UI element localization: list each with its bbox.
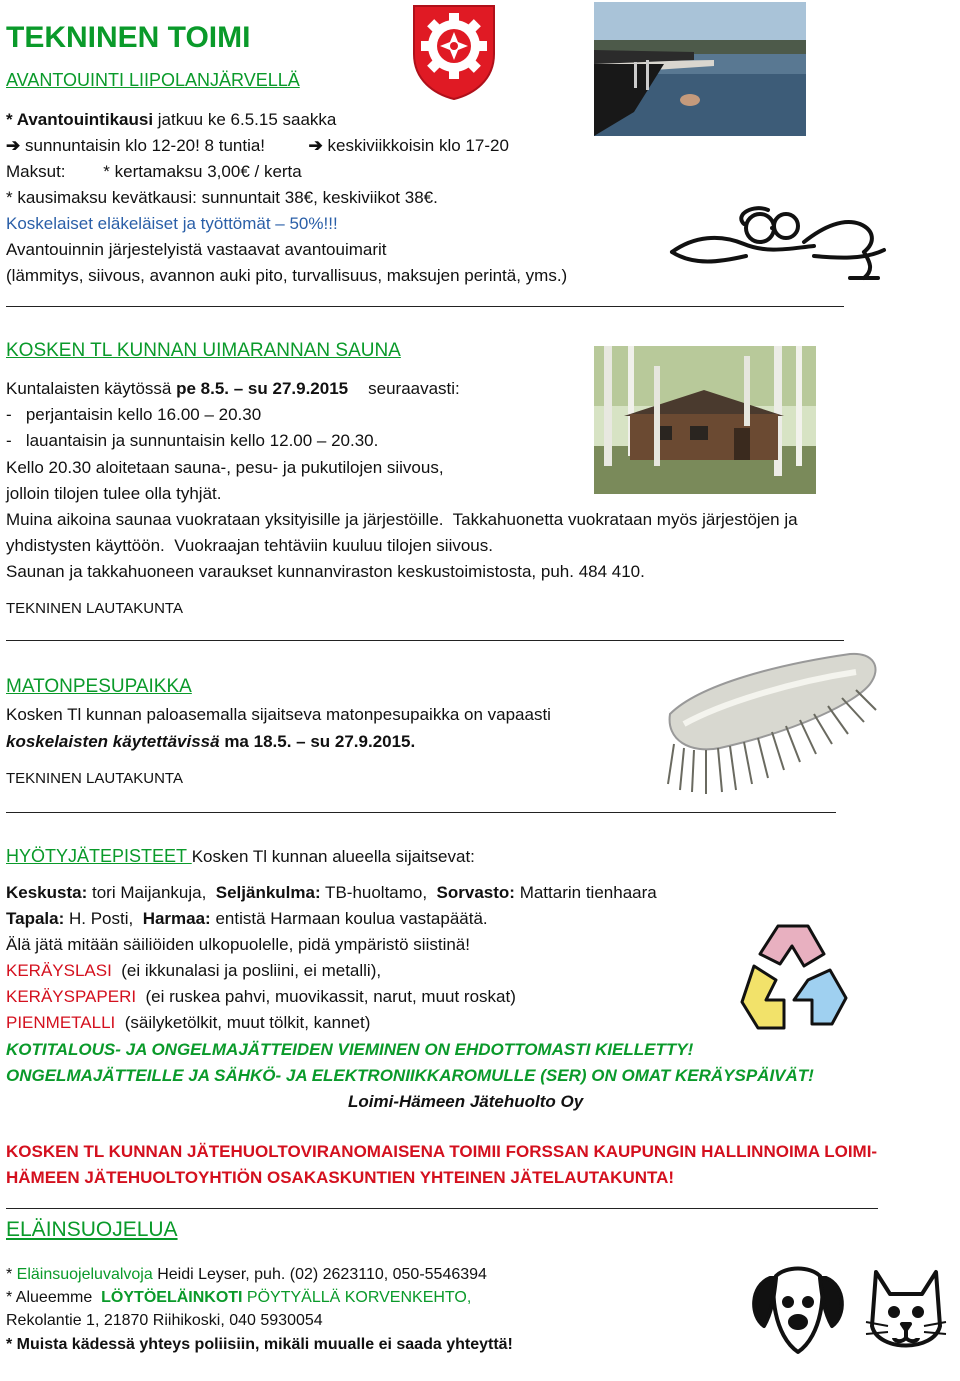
- coat-of-arms-logo: [408, 2, 500, 100]
- dog-and-cat-clipart: [746, 1256, 958, 1376]
- hyoty-row-keryslasi: KERÄYSLASI (ei ikkunalasi ja posliini, ei metalli),: [6, 961, 382, 980]
- divider: [6, 812, 836, 813]
- recycle-icon: [734, 918, 856, 1046]
- hyoty-notice-1: KOSKEN TL KUNNAN JÄTEHUOLTOVIRANOMAISENA TOIMII FORSSAN KAUPUNGIN HALLINNOIMA LOIMI-: [6, 1142, 878, 1161]
- section-heading-sauna: KOSKEN TL KUNNAN UIMARANNAN SAUNA: [6, 340, 401, 361]
- sauna-bullet-2: - lauantaisin ja sunnuntaisin kello 12.00 – 20.30.: [6, 431, 379, 450]
- sauna-line-2: Kello 20.30 aloitetaan sauna-, pesu- ja pukutilojen siivous,: [6, 458, 444, 477]
- hyoty-warning-1: KOTITALOUS- JA ONGELMAJÄTTEIDEN VIEMINEN ON EHDOTTOMASTI KIELLETTY!: [6, 1040, 694, 1059]
- sauna-bullet-1: - perjantaisin kello 16.00 – 20.30: [6, 405, 262, 424]
- avanto-line-7: (lämmitys, siivous, avannon auki pito, turvallisuus, maksujen perintä, yms.): [6, 266, 568, 285]
- lake-photo: [594, 2, 806, 136]
- arrow-right-icon: ➔: [6, 136, 21, 155]
- section-heading-matonpesupaikka: MATONPESUPAIKKA: [6, 676, 192, 697]
- divider: [6, 640, 844, 641]
- sauna-photo: [594, 346, 816, 494]
- section-subtitle-avanto: AVANTOUINTI LIIPOLANJÄRVELLÄ: [6, 70, 300, 90]
- hyoty-warning-2: ONGELMAJÄTTEILLE JA SÄHKÖ- JA ELEKTRONIIKKAROMULLE (SER) ON OMAT KERÄYSPÄIVÄT!: [6, 1066, 814, 1085]
- hyoty-row-1: Keskusta: tori Maijankuja, Seljänkulma: TB-huoltamo, Sorvasto: Mattarin tienhaara: [6, 883, 657, 902]
- avanto-line-5: Koskelaiset eläkeläiset ja työttömät – 50%!!!: [6, 214, 338, 233]
- page-title: TEKNINEN TOIMI: [6, 21, 251, 54]
- mato-line-2: koskelaisten käytettävissä ma 18.5. – su 27.9.2015.: [6, 732, 416, 751]
- avanto-line-4: * kausimaksu kevätkausi: sunnuntait 38€, keskiviikot 38€.: [6, 188, 438, 207]
- divider: [6, 306, 844, 307]
- signature-tekninen-lautakunta: TEKNINEN LAUTAKUNTA: [6, 600, 183, 617]
- sauna-line-1: Kuntalaisten käytössä pe 8.5. – su 27.9.2015 seuraavasti:: [6, 379, 460, 398]
- hyoty-notice-2: HÄMEEN JÄTEHUOLTOYHTIÖN OSAKASKUNTIEN YHTEINEN JÄTELAUTAKUNTA!: [6, 1168, 675, 1187]
- divider: [6, 1208, 878, 1209]
- sauna-line-3: jolloin tilojen tulee olla tyhjät.: [6, 484, 222, 503]
- elain-line-3: Rekolantie 1, 21870 Riihikoski, 040 5930054: [6, 1312, 323, 1329]
- section-heading-elainsuojelua: ELÄINSUOJELUA: [6, 1218, 178, 1241]
- hyoty-row-pienmetalli: PIENMETALLI (säilyketölkit, muut tölkit, kannet): [6, 1013, 371, 1032]
- sauna-line-4: Muina aikoina saunaa vuokrataan yksityisille ja järjestöille. Takkahuonetta vuokrataan myös järjestöjen ja: [6, 510, 798, 529]
- signature-tekninen-lautakunta: TEKNINEN LAUTAKUNTA: [6, 770, 183, 787]
- section-heading-hyotyjatepisteet: HYÖTYJÄTEPISTEET Kosken Tl kunnan alueella sijaitsevat:: [6, 846, 475, 866]
- elain-line-4: * Muista kädessä yhteys poliisiin, mikäli muualle ei saada yhteyttä!: [6, 1336, 513, 1353]
- scrub-brush-clipart: [660, 644, 884, 798]
- hyoty-row-2: Tapala: H. Posti, Harmaa: entistä Harmaan koulua vastapäätä.: [6, 909, 488, 928]
- elain-line-2: * Alueemme LÖYTÖELÄINKOTI PÖYTYÄLLÄ KORVENKEHTO,: [6, 1289, 472, 1306]
- hyoty-row-3: Älä jätä mitään säiliöiden ulkopuolelle, pidä ympäristö siistinä!: [6, 935, 470, 954]
- avanto-line-1: * Avantouintikausi jatkuu ke 6.5.15 saakka: [6, 110, 337, 129]
- avanto-line-2: ➔ sunnuntaisin klo 12-20! 8 tuntia! ➔ keskiviikkoisin klo 17-20: [6, 136, 509, 155]
- arrow-right-icon: ➔: [308, 136, 323, 155]
- avanto-line-6: Avantouinnin järjestelyistä vastaavat avantouimarit: [6, 240, 387, 259]
- avanto-line-3: Maksut: * kertamaksu 3,00€ / kerta: [6, 162, 302, 181]
- elain-line-1: * Eläinsuojeluvalvoja Heidi Leyser, puh. (02) 2623110, 050-5546394: [6, 1266, 487, 1283]
- hyoty-company: Loimi-Hämeen Jätehuolto Oy: [348, 1092, 584, 1111]
- sauna-line-5: yhdistysten käyttöön. Vuokraajan tehtäviin kuuluu tilojen siivous.: [6, 536, 493, 555]
- sauna-line-6: Saunan ja takkahuoneen varaukset kunnanviraston keskustoimistosta, puh. 484 410.: [6, 562, 645, 581]
- swimmer-clipart: [664, 196, 894, 298]
- hyoty-row-keryspaperi: KERÄYSPAPERI (ei ruskea pahvi, muovikassit, narut, muut roskat): [6, 987, 516, 1006]
- mato-line-1: Kosken Tl kunnan paloasemalla sijaitseva matonpesupaikka on vapaasti: [6, 705, 551, 724]
